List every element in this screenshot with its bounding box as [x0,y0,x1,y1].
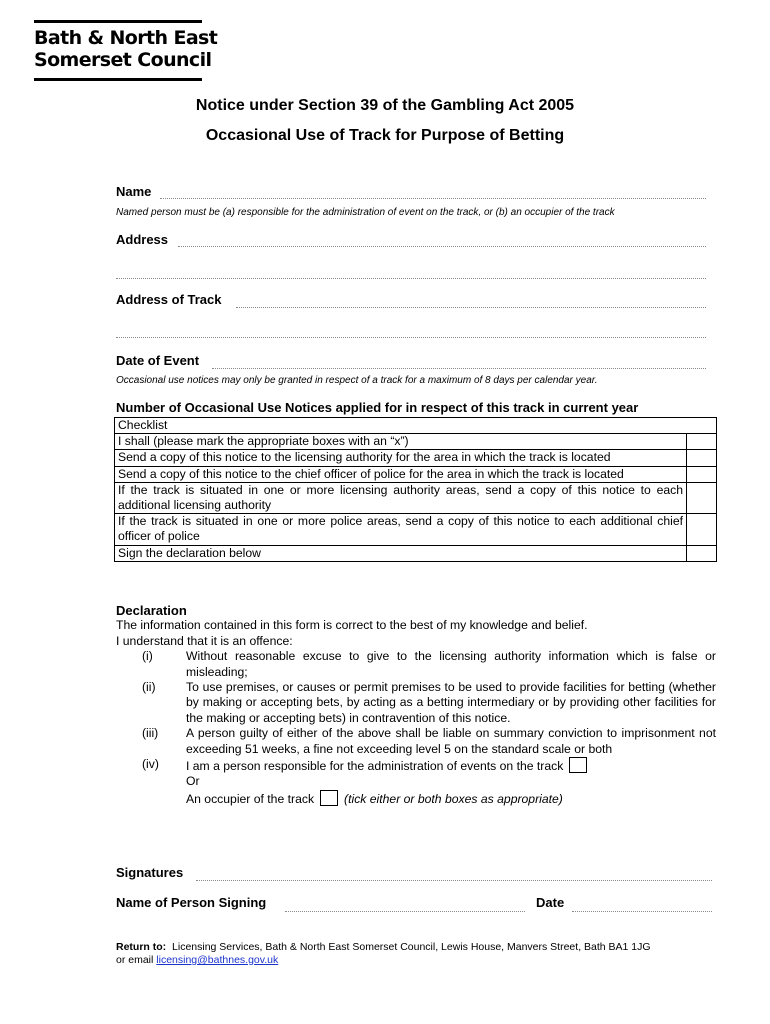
tick-note: (tick either or both boxes as appropriate) [344,791,563,806]
declaration-item-text: A person guilty of either of the above shall be liable on summary conviction to imprisonment not exceeding 51 weeks, a fine not exceeding level 5 on the standard scale or both [186,726,716,756]
checklist-checkbox[interactable] [687,514,717,545]
return-address: Licensing Services, Bath & North East Somerset Council, Lewis House, Manvers Street, Bath BA1 1JG [172,941,651,953]
signing-name-label: Name of Person Signing [116,895,267,910]
declaration-item-number: (iv) [142,757,159,772]
responsible-person-checkbox[interactable] [569,757,587,773]
checklist-checkbox[interactable] [687,434,717,450]
declaration-or [116,774,716,789]
track-address-field-line-1[interactable] [236,307,706,308]
checklist-checkbox[interactable] [687,450,717,466]
checklist-heading: Checklist [115,418,717,434]
checklist-row [115,545,717,561]
date-of-event-field[interactable] [212,368,706,369]
checklist-row [115,434,717,450]
return-info [116,941,716,967]
declaration-item-number: (i) [142,649,153,664]
track-address-field-line-2[interactable] [116,337,706,338]
logo-line-1: Bath & North East [34,27,218,49]
declaration-item [116,726,716,757]
checklist-checkbox[interactable] [687,482,717,513]
address-field-line-2[interactable] [116,278,706,279]
checklist-checkbox[interactable] [687,466,717,482]
checklist-row-text: If the track is situated in one or more police areas, send a copy of this notice to each additional chief officer of police [115,514,687,545]
checklist-row [115,466,717,482]
return-line [116,941,716,954]
checklist-row [115,450,717,466]
declaration-item-text: To use premises, or causes or permit premises to be used to provide facilities for betting (whether by making or accepting bets, by acting as a betting intermediary or by providing other facilities for the making or accepting bets) in contravention of this notice. [186,680,716,725]
declaration-item-text: Without reasonable excuse to give to the licensing authority information which is false or misleading; [186,649,716,679]
address-field-line-1[interactable] [178,246,706,247]
date-of-event-label: Date of Event [116,353,200,368]
signing-date-label: Date [536,895,565,910]
checklist-row [115,514,717,545]
logo-line-2: Somerset Council [34,49,212,71]
occupier-text: An occupier of the track [186,791,315,806]
notice-count-label: Number of Occasional Use Notices applied for in respect of this track in current year [116,400,639,415]
signatures-label: Signatures [116,865,184,880]
date-note: Occasional use notices may only be granted in respect of a track for a maximum of 8 days per calendar year. [116,375,598,386]
declaration-item [116,757,716,774]
declaration-item-number: (ii) [142,680,156,695]
signing-name-field[interactable] [285,911,525,912]
return-label: Return to: [116,941,167,953]
address-label: Address [116,232,169,247]
declaration-or-text: Or [186,774,200,789]
name-field[interactable] [160,198,706,199]
declaration-section [116,603,716,807]
page-title: Notice under Section 39 of the Gambling Act 2005 [195,97,575,114]
declaration-item-number: (iii) [142,726,159,741]
declaration-item-text: I am a person responsible for the administration of events on the track [186,759,564,774]
signature-field[interactable] [196,880,712,881]
signing-date-field[interactable] [572,911,712,912]
logo-rule-top [34,20,202,23]
email-prefix: or email [116,954,154,966]
checklist-row-text: If the track is situated in one or more licensing authority areas, send a copy of this notice to each additional licensing authority [115,482,687,513]
checklist-header-row [115,418,717,434]
occupier-checkbox[interactable] [320,790,338,806]
email-line [116,954,716,967]
declaration-heading: Declaration [116,603,187,618]
checklist-row [115,482,717,513]
checklist-row-text: Send a copy of this notice to the licensing authority for the area in which the track is located [115,450,687,466]
declaration-line-1: The information contained in this form is correct to the best of my knowledge and belief. [116,618,588,633]
page-subtitle: Occasional Use of Track for Purpose of Betting [205,127,565,144]
name-note: Named person must be (a) responsible for the administration of event on the track, or (b) an occupier of the track [116,207,615,218]
declaration-occupier [116,790,716,807]
checklist-table [114,417,717,562]
declaration-item [116,680,716,726]
council-logo [34,20,218,82]
checklist-checkbox[interactable] [687,545,717,561]
logo-rule-bottom [34,78,202,81]
declaration-item [116,649,716,680]
checklist-row-text: Send a copy of this notice to the chief officer of police for the area in which the track is located [115,466,687,482]
checklist-row-text: Sign the declaration below [115,545,687,561]
track-address-label: Address of Track [116,292,222,307]
name-label: Name [116,184,152,199]
checklist-row-text: I shall (please mark the appropriate boxes with an “x”) [115,434,687,450]
email-link[interactable]: licensing@bathnes.gov.uk [156,954,279,966]
declaration-line-2: I understand that it is an offence: [116,633,293,648]
